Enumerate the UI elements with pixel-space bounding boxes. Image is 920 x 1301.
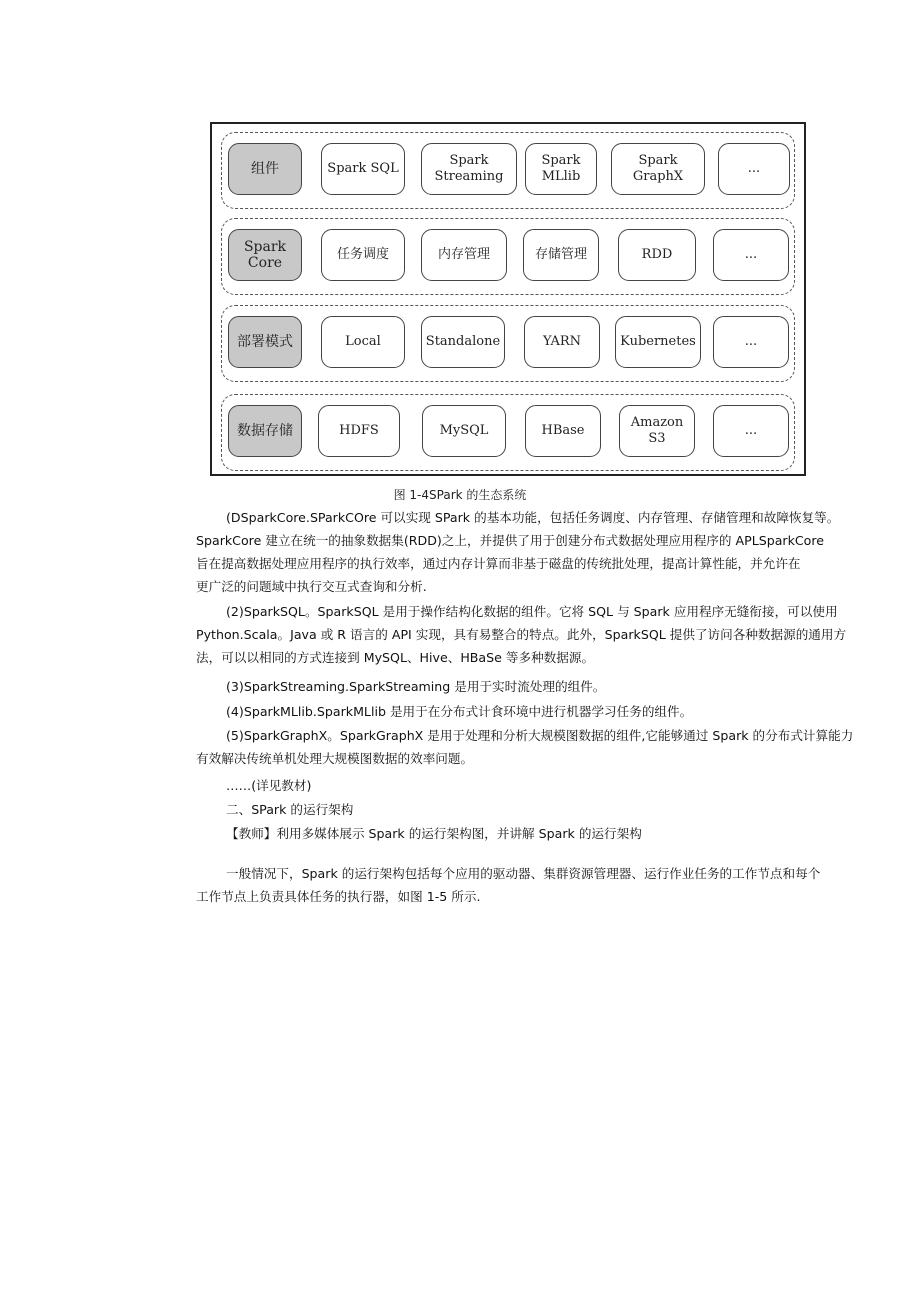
component-box: Amazon S3	[619, 405, 695, 457]
layer-label-box: 部署模式	[228, 316, 302, 368]
layer-components	[221, 132, 795, 209]
text-line: Python.Scala。Java 或 R 语言的 API 实现，具有易整合的特点。此外，SparkSQL 提供了访问各种数据源的通用方	[196, 627, 847, 642]
spark-ecosystem-diagram	[210, 122, 806, 476]
component-box: Spark GraphX	[611, 143, 705, 195]
text-line: 一般情况下，Spark 的运行架构包括每个应用的驱动器、集群资源管理器、运行作业任务的工作节点和每个	[226, 866, 821, 881]
text-line: 二、SPark 的运行架构	[226, 802, 354, 817]
text-line: SparkCore 建立在统一的抽象数据集(RDD)之上，并提供了用于创建分布式数据处理应用程序的 APLSparkCore	[196, 533, 825, 548]
paragraph-spark-graphx	[196, 724, 854, 770]
layer-label-box: Spark Core	[228, 229, 302, 281]
component-box: Standalone	[421, 316, 505, 368]
paragraph-spark-core	[196, 506, 840, 598]
text-line: 工作节点上负责具体任务的执行器，如图 1-5 所示.	[196, 889, 481, 904]
component-box: ...	[713, 405, 789, 457]
layer-label-box: 数据存储	[228, 405, 302, 457]
component-box: Kubernetes	[615, 316, 701, 368]
paragraph-spark-streaming	[196, 675, 826, 698]
figure-caption: 图 1-4SPark 的生态系统	[393, 488, 527, 502]
text-line: 旨在提高数据处理应用程序的执行效率，通过内存计算而非基于磁盘的传统批处理，提高计算性能，并允许在	[196, 556, 801, 571]
paragraph-architecture	[196, 862, 826, 908]
component-box: Spark SQL	[321, 143, 405, 195]
component-box: 内存管理	[421, 229, 507, 281]
text-line: ……(详见教材)	[226, 778, 312, 793]
component-box: Spark MLlib	[525, 143, 597, 195]
component-box: ...	[713, 229, 789, 281]
component-box: HBase	[525, 405, 601, 457]
layer-deploy	[221, 305, 795, 382]
component-box: 存储管理	[523, 229, 599, 281]
text-line: (DSparkCore.SParkCOre 可以实现 SPark 的基本功能，包括任务调度、内存管理、存储管理和故障恢复等。	[226, 510, 840, 525]
component-box: ...	[713, 316, 789, 368]
component-box: YARN	[524, 316, 600, 368]
layer-core	[221, 218, 795, 295]
text-line: (4)SparkMLlib.SparkMLlib 是用于在分布式计食环境中进行机器学习任务的组件。	[226, 704, 693, 719]
component-box: ...	[718, 143, 790, 195]
text-line: 更广泛的问题域中执行交互式查询和分析.	[196, 579, 427, 594]
text-line: 有效解决传统单机处理大规模图数据的效率问题。	[196, 751, 474, 766]
layer-storage	[221, 394, 795, 471]
paragraph-teacher	[196, 822, 826, 845]
component-box: RDD	[618, 229, 696, 281]
text-line: 法，可以以相同的方式连接到 MySQL、Hive、HBaSe 等多种数据源。	[196, 650, 595, 665]
paragraph-spark-mllib	[196, 700, 826, 723]
component-box: HDFS	[318, 405, 400, 457]
component-box: Local	[321, 316, 405, 368]
text-line: (3)SparkStreaming.SparkStreaming 是用于实时流处理的组件。	[226, 679, 606, 694]
paragraph-spark-sql	[196, 600, 847, 669]
layer-label-box: 组件	[228, 143, 302, 195]
text-line: (5)SparkGraphX。SparkGraphX 是用于处理和分析大规模图数据的组件,它能够通过 Spark 的分布式计算能力	[226, 728, 854, 743]
section-heading	[196, 798, 826, 821]
component-box: MySQL	[422, 405, 506, 457]
paragraph-see-textbook	[196, 774, 826, 797]
text-line: 【教师】利用多媒体展示 Spark 的运行架构图，并讲解 Spark 的运行架构	[226, 826, 642, 841]
component-box: 任务调度	[321, 229, 405, 281]
text-line: (2)SparkSQL。SparkSQL 是用于操作结构化数据的组件。它将 SQL 与 Spark 应用程序无缝衔接，可以使用	[226, 604, 838, 619]
component-box: Spark Streaming	[421, 143, 517, 195]
